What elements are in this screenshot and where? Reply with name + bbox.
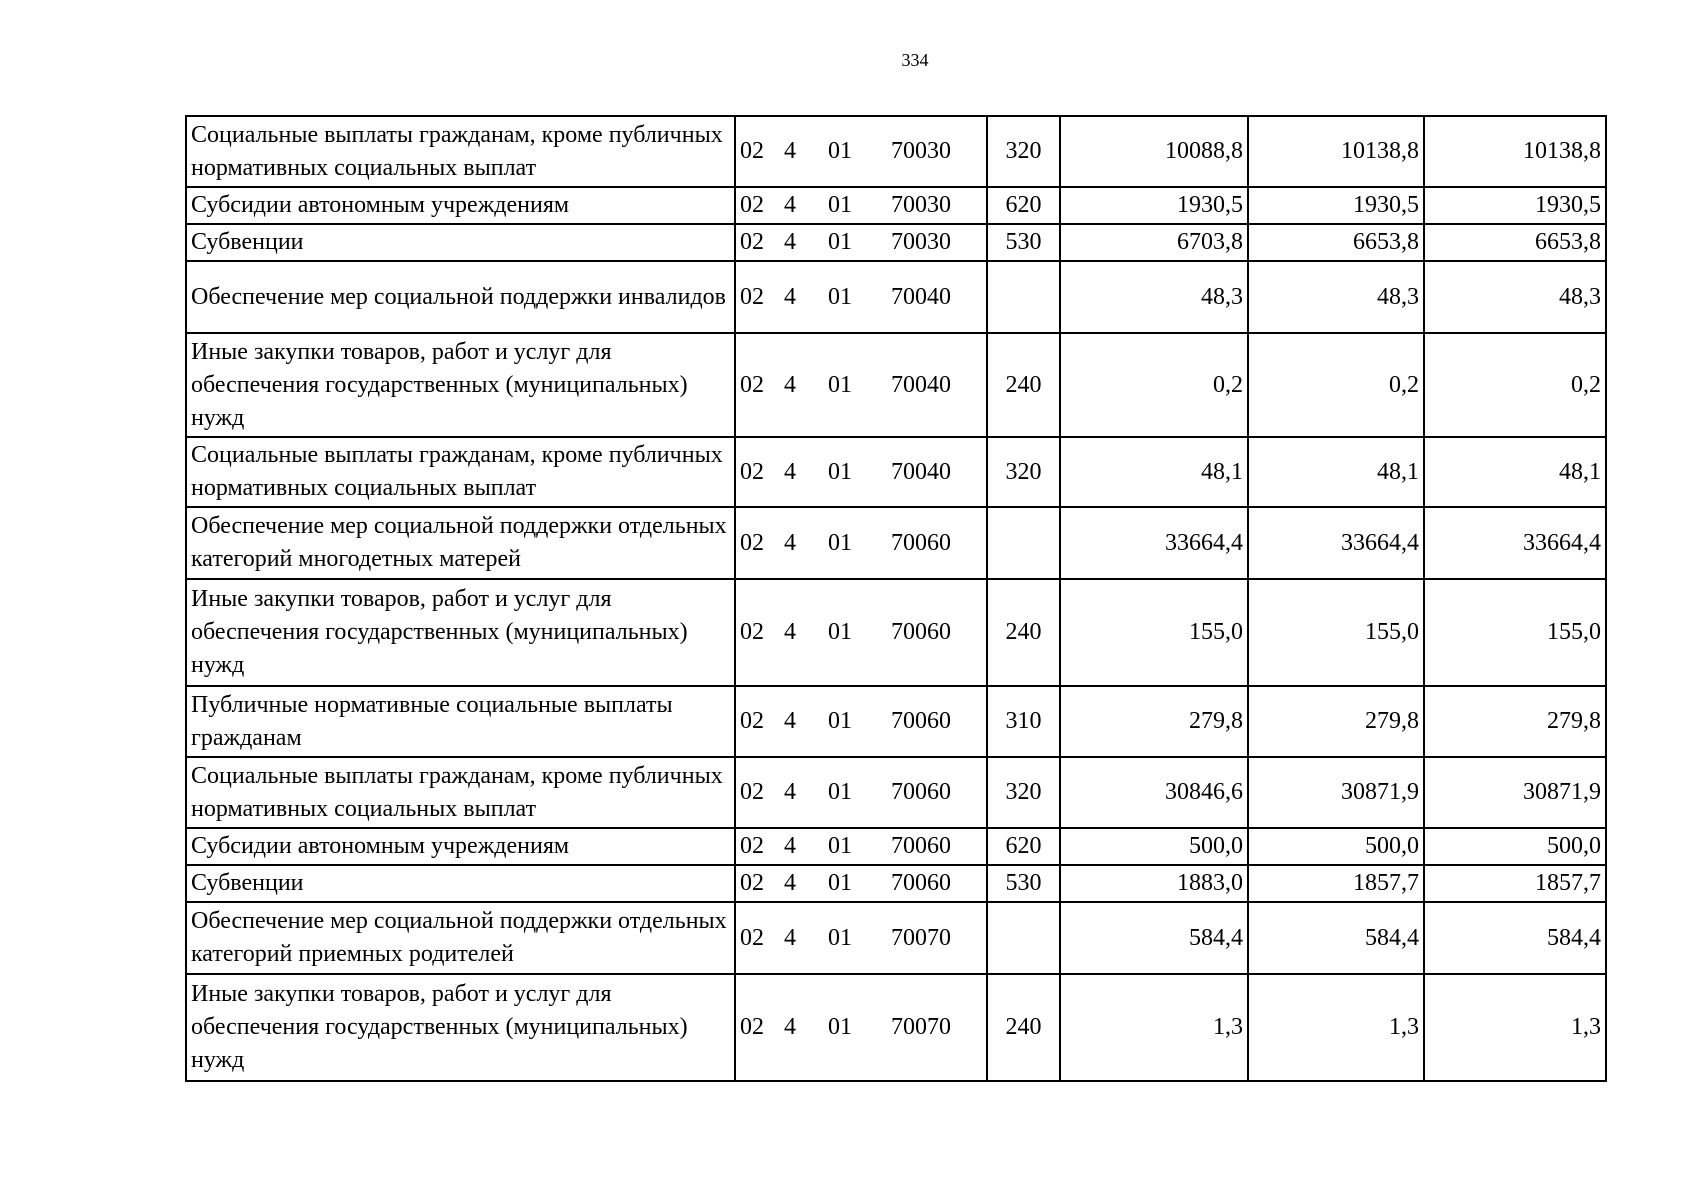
row-value-1: 48,3	[1060, 261, 1248, 333]
code-subprogram: 01	[828, 529, 852, 556]
table-row	[186, 187, 1606, 224]
row-expense-type	[987, 507, 1060, 579]
row-name: Субвенции	[186, 224, 735, 261]
table-row	[186, 865, 1606, 902]
code-section: 02	[740, 708, 764, 734]
row-code	[735, 437, 987, 507]
table-row	[186, 224, 1606, 261]
row-value-2: 1,3	[1248, 974, 1424, 1081]
row-name: Обеспечение мер социальной поддержки инвалидов	[186, 261, 735, 333]
code-direction: 70060	[891, 779, 951, 805]
code-direction: 70060	[891, 619, 951, 645]
row-value-1: 6703,8	[1060, 224, 1248, 261]
code-direction: 70030	[891, 138, 951, 164]
row-code	[735, 187, 987, 224]
row-expense-type	[987, 902, 1060, 974]
row-value-3: 10138,8	[1424, 116, 1606, 187]
code-subprogram: 01	[828, 283, 852, 310]
row-value-1: 279,8	[1060, 686, 1248, 757]
row-value-2: 10138,8	[1248, 116, 1424, 187]
row-code	[735, 333, 987, 437]
code-direction: 70060	[891, 529, 951, 556]
row-value-1: 155,0	[1060, 579, 1248, 686]
row-code	[735, 974, 987, 1081]
row-name: Социальные выплаты гражданам, кроме публичных нормативных социальных выплат	[186, 437, 735, 507]
row-expense-type: 320	[987, 757, 1060, 828]
row-value-3: 279,8	[1424, 686, 1606, 757]
row-value-3: 48,3	[1424, 261, 1606, 333]
code-section: 02	[740, 1014, 764, 1040]
row-value-2: 279,8	[1248, 686, 1424, 757]
row-name: Обеспечение мер социальной поддержки отдельных категорий приемных родителей	[186, 902, 735, 974]
code-program: 4	[784, 529, 796, 556]
row-value-1: 0,2	[1060, 333, 1248, 437]
row-expense-type: 320	[987, 116, 1060, 187]
code-subprogram: 01	[828, 779, 852, 805]
code-direction: 70030	[891, 229, 951, 255]
row-expense-type: 620	[987, 187, 1060, 224]
code-direction: 70040	[891, 283, 951, 310]
row-code	[735, 902, 987, 974]
code-section: 02	[740, 138, 764, 164]
code-subprogram: 01	[828, 924, 852, 951]
code-program: 4	[784, 924, 796, 951]
row-value-3: 30871,9	[1424, 757, 1606, 828]
code-section: 02	[740, 870, 764, 896]
row-value-3: 584,4	[1424, 902, 1606, 974]
code-program: 4	[784, 779, 796, 805]
row-code	[735, 686, 987, 757]
code-program: 4	[784, 458, 796, 485]
code-direction: 70040	[891, 371, 951, 398]
row-expense-type	[987, 261, 1060, 333]
code-program: 4	[784, 1014, 796, 1040]
code-section: 02	[740, 529, 764, 556]
row-name: Иные закупки товаров, работ и услуг для обеспечения государственных (муниципальных) нужд	[186, 974, 735, 1081]
row-value-2: 500,0	[1248, 828, 1424, 865]
row-value-3: 500,0	[1424, 828, 1606, 865]
row-expense-type: 240	[987, 333, 1060, 437]
row-code	[735, 757, 987, 828]
row-expense-type: 240	[987, 579, 1060, 686]
code-direction: 70060	[891, 870, 951, 896]
row-name: Субсидии автономным учреждениям	[186, 187, 735, 224]
code-program: 4	[784, 708, 796, 734]
table-row	[186, 686, 1606, 757]
code-section: 02	[740, 924, 764, 951]
code-subprogram: 01	[828, 371, 852, 398]
row-value-2: 48,1	[1248, 437, 1424, 507]
row-expense-type: 320	[987, 437, 1060, 507]
table-row	[186, 261, 1606, 333]
row-value-3: 1,3	[1424, 974, 1606, 1081]
page-number: 334	[901, 50, 929, 70]
code-program: 4	[784, 229, 796, 255]
code-direction: 70040	[891, 458, 951, 485]
code-subprogram: 01	[828, 870, 852, 896]
code-direction: 70070	[891, 924, 951, 951]
code-section: 02	[740, 833, 764, 859]
row-value-1: 1930,5	[1060, 187, 1248, 224]
row-code	[735, 865, 987, 902]
row-value-3: 48,1	[1424, 437, 1606, 507]
table-row	[186, 116, 1606, 187]
row-value-1: 500,0	[1060, 828, 1248, 865]
table-row	[186, 507, 1606, 579]
table-row	[186, 974, 1606, 1081]
code-direction: 70060	[891, 833, 951, 859]
row-name: Субсидии автономным учреждениям	[186, 828, 735, 865]
row-value-2: 48,3	[1248, 261, 1424, 333]
row-code	[735, 507, 987, 579]
code-section: 02	[740, 619, 764, 645]
row-name: Социальные выплаты гражданам, кроме публичных нормативных социальных выплат	[186, 116, 735, 187]
table-row	[186, 333, 1606, 437]
row-expense-type: 530	[987, 224, 1060, 261]
row-value-1: 1883,0	[1060, 865, 1248, 902]
row-code	[735, 116, 987, 187]
row-name: Иные закупки товаров, работ и услуг для обеспечения государственных (муниципальных) нужд	[186, 333, 735, 437]
row-value-2: 155,0	[1248, 579, 1424, 686]
row-value-3: 33664,4	[1424, 507, 1606, 579]
code-subprogram: 01	[828, 708, 852, 734]
row-name: Иные закупки товаров, работ и услуг для обеспечения государственных (муниципальных) нужд	[186, 579, 735, 686]
row-value-1: 48,1	[1060, 437, 1248, 507]
code-section: 02	[740, 458, 764, 485]
row-name: Субвенции	[186, 865, 735, 902]
row-value-3: 1930,5	[1424, 187, 1606, 224]
row-value-1: 10088,8	[1060, 116, 1248, 187]
code-subprogram: 01	[828, 1014, 852, 1040]
code-subprogram: 01	[828, 458, 852, 485]
table-row	[186, 828, 1606, 865]
row-value-3: 0,2	[1424, 333, 1606, 437]
code-subprogram: 01	[828, 619, 852, 645]
row-value-3: 1857,7	[1424, 865, 1606, 902]
code-program: 4	[784, 138, 796, 164]
code-subprogram: 01	[828, 138, 852, 164]
code-direction: 70060	[891, 708, 951, 734]
row-value-1: 584,4	[1060, 902, 1248, 974]
budget-table	[185, 115, 1607, 1082]
row-code	[735, 224, 987, 261]
code-section: 02	[740, 192, 764, 218]
row-value-1: 30846,6	[1060, 757, 1248, 828]
row-value-2: 1857,7	[1248, 865, 1424, 902]
code-program: 4	[784, 619, 796, 645]
code-program: 4	[784, 833, 796, 859]
row-value-1: 1,3	[1060, 974, 1248, 1081]
code-section: 02	[740, 283, 764, 310]
row-value-1: 33664,4	[1060, 507, 1248, 579]
code-section: 02	[740, 779, 764, 805]
row-expense-type: 310	[987, 686, 1060, 757]
row-value-3: 6653,8	[1424, 224, 1606, 261]
row-name: Обеспечение мер социальной поддержки отдельных категорий многодетных матерей	[186, 507, 735, 579]
code-program: 4	[784, 283, 796, 310]
row-code	[735, 579, 987, 686]
row-code	[735, 261, 987, 333]
row-value-2: 584,4	[1248, 902, 1424, 974]
row-name: Публичные нормативные социальные выплаты гражданам	[186, 686, 735, 757]
code-program: 4	[784, 371, 796, 398]
code-subprogram: 01	[828, 833, 852, 859]
table-row	[186, 757, 1606, 828]
row-value-2: 30871,9	[1248, 757, 1424, 828]
table-row	[186, 902, 1606, 974]
row-value-2: 6653,8	[1248, 224, 1424, 261]
code-subprogram: 01	[828, 192, 852, 218]
code-program: 4	[784, 870, 796, 896]
code-section: 02	[740, 371, 764, 398]
row-code	[735, 828, 987, 865]
code-subprogram: 01	[828, 229, 852, 255]
row-expense-type: 530	[987, 865, 1060, 902]
table-row	[186, 579, 1606, 686]
row-name: Социальные выплаты гражданам, кроме публичных нормативных социальных выплат	[186, 757, 735, 828]
code-direction: 70070	[891, 1014, 951, 1040]
row-value-2: 0,2	[1248, 333, 1424, 437]
code-program: 4	[784, 192, 796, 218]
code-section: 02	[740, 229, 764, 255]
row-value-2: 1930,5	[1248, 187, 1424, 224]
row-value-2: 33664,4	[1248, 507, 1424, 579]
table-row	[186, 437, 1606, 507]
row-expense-type: 620	[987, 828, 1060, 865]
row-value-3: 155,0	[1424, 579, 1606, 686]
code-direction: 70030	[891, 192, 951, 218]
row-expense-type: 240	[987, 974, 1060, 1081]
